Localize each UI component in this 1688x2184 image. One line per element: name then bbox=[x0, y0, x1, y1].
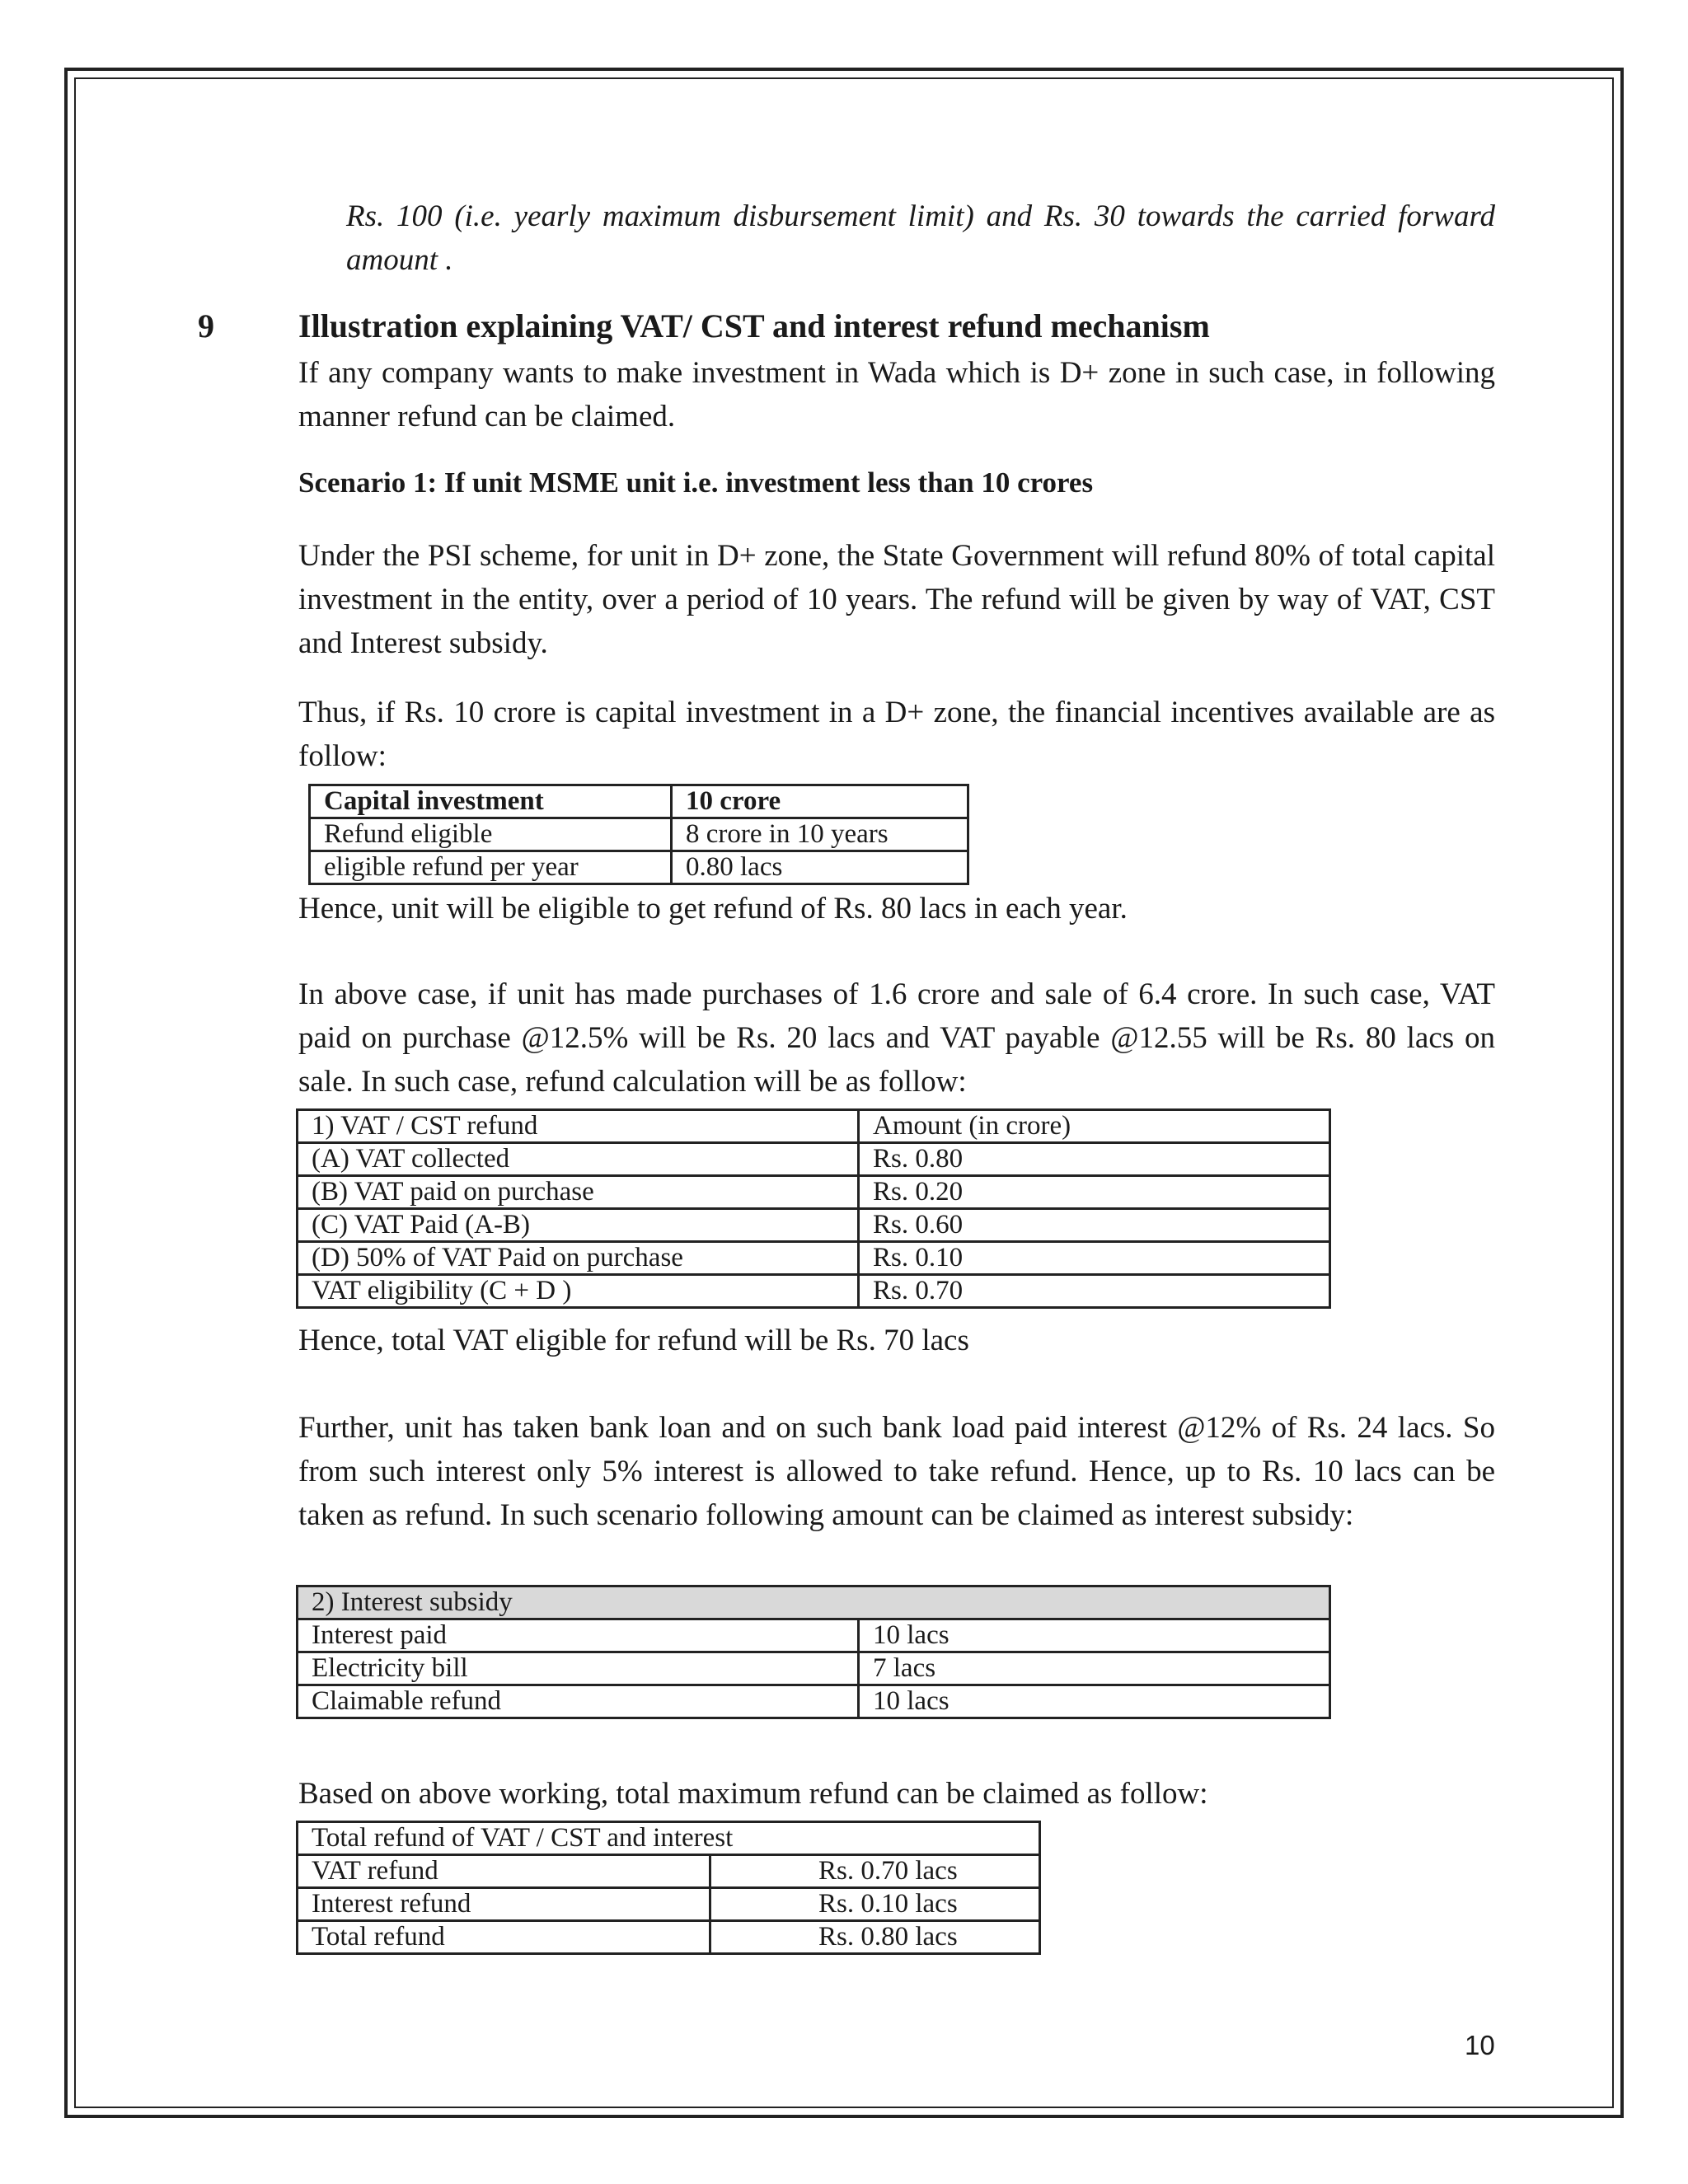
hence-eligible-yearly: Hence, unit will be eligible to get refund of Rs. 80 lacs in each year. bbox=[298, 892, 1128, 926]
para-capital-investment: Thus, if Rs. 10 crore is capital investment in a D+ zone, the financial incentives available are as follow: bbox=[298, 696, 1495, 773]
scenario-heading: Scenario 1: If unit MSME unit i.e. investment less than 10 crores bbox=[298, 466, 1094, 499]
table-row bbox=[298, 1242, 1330, 1275]
section-number: 9 bbox=[198, 307, 214, 344]
table-cell: Amount (in crore) bbox=[859, 1110, 1330, 1143]
table-cell: 10 lacs bbox=[859, 1685, 1330, 1718]
table-cell: VAT refund bbox=[298, 1855, 710, 1888]
table-cell: Rs. 0.10 lacs bbox=[710, 1888, 1040, 1921]
table-cell: 2) Interest subsidy bbox=[298, 1586, 1330, 1619]
table-row bbox=[298, 1176, 1330, 1209]
table-header-row bbox=[298, 1586, 1330, 1619]
table-cell: Rs. 0.10 bbox=[859, 1242, 1330, 1275]
hence-vat-eligible: Hence, total VAT eligible for refund will be Rs. 70 lacs bbox=[298, 1324, 969, 1357]
table-row bbox=[310, 851, 968, 884]
table-cell: Total refund bbox=[298, 1921, 710, 1954]
para-psi-scheme: Under the PSI scheme, for unit in D+ zone, the State Government will refund 80% of total capital investment in the entity, over a period of 10 years. The refund will be given by way of VAT, CST and Interest subsidy. bbox=[298, 539, 1495, 660]
table-cell: Refund eligible bbox=[310, 818, 672, 851]
table-cell: Rs. 0.70 bbox=[859, 1275, 1330, 1308]
table-cell: (D) 50% of VAT Paid on purchase bbox=[298, 1242, 859, 1275]
table-cell: 0.80 lacs bbox=[672, 851, 968, 884]
table-cell: Total refund of VAT / CST and interest bbox=[298, 1822, 1040, 1855]
table-cell: Claimable refund bbox=[298, 1685, 859, 1718]
table-cell: VAT eligibility (C + D ) bbox=[298, 1275, 859, 1308]
section-intro: If any company wants to make investment in Wada which is D+ zone in such case, in following manner refund can be claimed. bbox=[298, 356, 1495, 434]
para-bank-loan: Further, unit has taken bank loan and on such bank load paid interest @12% of Rs. 24 lacs. So from such interest only 5% interest is allowed to take refund. Hence, up to Rs. 10 lacs can be taken as refund. In such scenario following amount can be claimed as interest subsidy: bbox=[298, 1411, 1495, 1532]
para-based-on-working: Based on above working, total maximum refund can be claimed as follow: bbox=[298, 1777, 1208, 1811]
table-header-row bbox=[298, 1822, 1040, 1855]
table-row bbox=[298, 1275, 1330, 1308]
intro-text: Rs. 100 (i.e. yearly maximum disbursement limit) and Rs. 30 towards the carried forward amount . bbox=[346, 199, 1495, 277]
table-row bbox=[310, 785, 968, 818]
table-cell: Rs. 0.70 lacs bbox=[710, 1855, 1040, 1888]
table-cell: Interest paid bbox=[298, 1619, 859, 1652]
table-cell: Interest refund bbox=[298, 1888, 710, 1921]
table-cell: 8 crore in 10 years bbox=[672, 818, 968, 851]
table-cell: Rs. 0.80 bbox=[859, 1143, 1330, 1176]
table-cell: Rs. 0.80 lacs bbox=[710, 1921, 1040, 1954]
table-cell: 10 lacs bbox=[859, 1619, 1330, 1652]
table-row bbox=[298, 1921, 1040, 1954]
table-cell: (C) VAT Paid (A-B) bbox=[298, 1209, 859, 1242]
total-refund-table bbox=[296, 1821, 1041, 1955]
table-row bbox=[298, 1209, 1330, 1242]
table-cell: (B) VAT paid on purchase bbox=[298, 1176, 859, 1209]
page-number: 10 bbox=[1465, 2030, 1495, 2060]
table-row bbox=[298, 1652, 1330, 1685]
table-cell: Rs. 0.60 bbox=[859, 1209, 1330, 1242]
table-row bbox=[298, 1888, 1040, 1921]
table-cell: 7 lacs bbox=[859, 1652, 1330, 1685]
table-row bbox=[298, 1855, 1040, 1888]
table-cell: (A) VAT collected bbox=[298, 1143, 859, 1176]
table-cell: Capital investment bbox=[310, 785, 672, 818]
table-row bbox=[298, 1685, 1330, 1718]
section-title: Illustration explaining VAT/ CST and interest refund mechanism bbox=[298, 307, 1210, 344]
interest-subsidy-table bbox=[296, 1585, 1331, 1719]
para-purchases: In above case, if unit has made purchases of 1.6 crore and sale of 6.4 crore. In such case, VAT paid on purchase @12.5% will be Rs. 20 lacs and VAT payable @12.55 will be Rs. 80 lacs on sale. In such case, refund calculation will be as follow: bbox=[298, 977, 1495, 1099]
table-row bbox=[298, 1143, 1330, 1176]
table-row bbox=[298, 1619, 1330, 1652]
table-cell: Electricity bill bbox=[298, 1652, 859, 1685]
capital-investment-table bbox=[308, 784, 969, 885]
table-cell: eligible refund per year bbox=[310, 851, 672, 884]
table-row bbox=[298, 1110, 1330, 1143]
table-cell: 1) VAT / CST refund bbox=[298, 1110, 859, 1143]
vat-cst-refund-table bbox=[296, 1108, 1331, 1309]
table-cell: Rs. 0.20 bbox=[859, 1176, 1330, 1209]
table-row bbox=[310, 818, 968, 851]
table-cell: 10 crore bbox=[672, 785, 968, 818]
